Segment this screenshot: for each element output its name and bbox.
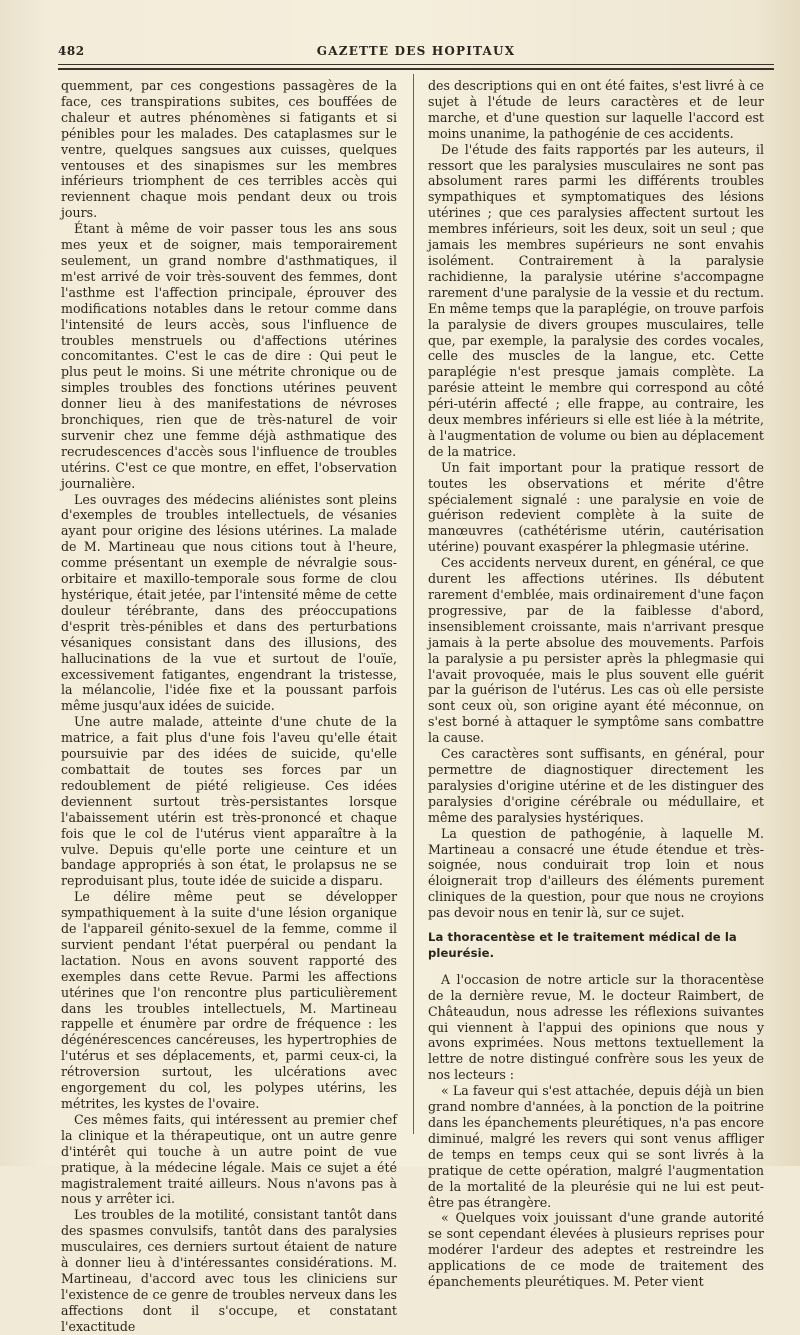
paragraph: Une autre malade, atteinte d'une chute de la matrice, a fait plus d'une fois l'aveu qu'elle était poursuivie par des idées de suicide, qu'elle combattait de toutes ses forces par un redoublement de piété religieuse. Ces idées deviennent surtout très-persistantes lorsque l'abaissement utérin est très-prononcé et chaque fois que le col de l'utérus vient apparaître à la vulve. Depuis qu'elle porte une ceinture et un bandage appropriés à son état, le prolapsus ne se reproduisant plus, toute idée de suicide a disparu.	[61, 714, 397, 889]
left-column	[61, 78, 397, 1335]
page-header	[58, 40, 774, 62]
paragraph: des descriptions qui en ont été faites, s'est livré à ce sujet à l'étude de leurs caractères et de leur marche, et d'une question sur laquelle l'accord est moins unanime, la pathogénie de ces accidents.	[428, 78, 764, 141]
header-rule-thick	[58, 68, 774, 70]
paragraph: Le délire même peut se développer sympathiquement à la suite d'une lésion organique de l'appareil génito-sexuel de la femme, comme il survient pendant l'état puerpéral ou pendant la lactation. Nous en avons souvent rapporté des exemples dans cette Revue. Parmi les affections utérines que l'on rencontre plus particulièrement dans les troubles intellectuels, M. Martineau rappelle et énumère par ordre de fréquence : les dégénérescences cancéreuses, les hypertrophies de l'utérus et ses déplacements, et, parmi ceux-ci, la rétroversion surtout, les ulcérations avec engorgement du col, les polypes utérins, les métrites, les kystes de l'ovaire.	[61, 889, 397, 1111]
paragraph: La question de pathogénie, à laquelle M. Martineau a consacré une étude étendue et très-soignée, nous conduirait trop loin et nous éloignerait trop d'ailleurs des éléments purement cliniques de la question, pour que nous ne croyions pas devoir nous en tenir là, sur ce sujet.	[428, 825, 764, 921]
paragraph: « La faveur qui s'est attachée, depuis déjà un bien grand nombre d'années, à la ponction de la poitrine dans les épanchements pleurétiques, n'a pas encore diminué, malgré les revers qui sont venus affliger de temps en temps ceux qui se sont livrés à la pratique de cette opération, malgré l'augmentation de la mortalité de la pleurésie qui ne lui est peut-être pas étrangère.	[428, 1083, 764, 1210]
paragraph: Un fait important pour la pratique ressort de toutes les observations et mérite d'être spécialement signalé : une paralysie en voie de guérison redevient complète à la suite de manœuvres (cathétérisme utérin, cautérisation utérine) pouvant exaspérer la phlegmasie utérine.	[428, 459, 764, 555]
paragraph: A l'occasion de notre article sur la thoracentèse de la dernière revue, M. le docteur Raimbert, de Châteaudun, nous adresse les réflexions suivantes qui viennent à l'appui des opinions que nous y avons exprimées. Nous mettons textuellement la lettre de notre distingué confrère sous les yeux de nos lecteurs :	[428, 971, 764, 1083]
paragraph: De l'étude des faits rapportés par les auteurs, il ressort que les paralysies musculaires ne sont pas absolument rares parmi les différents troubles sympathiques et symptomatiques des lésions utérines ; que ces paralysies affectent surtout les membres inférieurs, soit les deux, soit un seul ; que jamais les membres supérieurs ne sont envahis isolément. Contrairement à la paralysie rachidienne, la paralysie utérine s'accompagne rarement d'une paralysie de la vessie et du rectum. En même temps que la paraplégie, on trouve parfois la paralysie de divers groupes musculaires, telle que, par exemple, la paralysie des cordes vocales, celle des muscles de la langue, etc. Cette paraplégie n'est presque jamais complète. La parésie atteint le membre qui correspond au côté péri-utérin affecté ; elle frappe, au contraire, les deux membres inférieurs si elle est liée à la métrite, à l'augmentation de volume ou bien au déplacement de la matrice.	[428, 141, 764, 459]
journal-title: GAZETTE DES HOPITAUX	[316, 44, 516, 58]
paragraph: Les troubles de la motilité, consistant tantôt dans des spasmes convulsifs, tantôt dans des paralysies musculaires, ces derniers surtout étaient de nature à donner lieu à d'intéressantes considérations. M. Martineau, d'accord avec tous les cliniciens sur l'existence de ce genre de troubles nerveux dans les affections dont il s'occupe, et constatant l'exactitude	[61, 1207, 397, 1334]
paragraph: Ces caractères sont suffisants, en général, pour permettre de diagnostiquer directement les paralysies d'origine utérine et de les distinguer des paralysies d'origine cérébrale ou médullaire, et même des paralysies hystériques.	[428, 746, 764, 825]
header-rule-thin	[58, 64, 774, 65]
paragraph: quemment, par ces congestions passagères de la face, ces transpirations subites, ces bouffées de chaleur et autres phénomènes si fatigants et si pénibles pour les malades. Des cataplasmes sur le ventre, quelques sangsues aux cuisses, quelques ventouses et des sinapismes sur les membres inférieurs triomphent de ces terribles accès qui reviennent chaque mois pendant deux ou trois jours.	[61, 78, 397, 221]
section-title: La thoracentèse et le traitement médical de la pleurésie.	[428, 930, 737, 960]
paragraph: Étant à même de voir passer tous les ans sous mes yeux et de soigner, mais temporairement seulement, un grand nombre d'asthmatiques, il m'est arrivé de voir très-souvent des femmes, dont l'asthme est l'affection principale, éprouver des modifications notables dans le retour comme dans l'intensité de leurs accès, sous l'influence de troubles menstruels ou d'affections utérines concomitantes. C'est le cas de dire : Qui peut le plus peut le moins. Si une métrite chronique ou de simples troubles des fonctions utérines peuvent donner lieu à des manifestations de névroses bronchiques, rien que de très-naturel de voir survenir chez une femme déjà asthmatique des recrudescences d'accès sous l'influence de troubles utérins. C'est ce que montre, en effet, l'observation journalière.	[61, 221, 397, 491]
paragraph: Ces mêmes faits, qui intéressent au premier chef la clinique et la thérapeutique, ont un autre genre d'intérêt qui touche à un autre point de vue pratique, à la médecine légale. Mais ce sujet a été magistralement traité ailleurs. Nous n'avons pas à nous y arrêter ici.	[61, 1111, 397, 1207]
paragraph: Les ouvrages des médecins aliénistes sont pleins d'exemples de troubles intellectuels, de vésanies ayant pour origine des lésions utérines. La malade de M. Martineau que nous citions tout à l'heure, comme présentant un exemple de névralgie sous-orbitaire et maxillo-temporale sous forme de clou hystérique, était jetée, par l'intensité même de cette douleur térébrante, dans des préoccupations d'esprit très-pénibles et dans des perturbations vésaniques consistant dans des illusions, des hallucinations de la vue et surtout de l'ouïe, excessivement fatigantes, engendrant la tristesse, la mélancolie, l'idée fixe et la poussant parfois même jusqu'aux idées de suicide.	[61, 491, 397, 714]
page-number: 482	[58, 44, 85, 58]
paragraph: Ces accidents nerveux durent, en général, ce que durent les affections utérines. Ils débutent rarement d'emblée, mais ordinairement d'une façon progressive, par de la faiblesse d'abord, insensiblement croissante, mais n'arrivant presque jamais à la perte absolue des mouvements. Parfois la paralysie a pu persister après la phlegmasie qui l'avait provoquée, mais le plus souvent elle guérit par la guérison de l'utérus. Les cas où elle persiste sont ceux où, son origine ayant été méconnue, on s'est borné à attaquer le symptôme sans combattre la cause.	[428, 555, 764, 746]
right-column	[428, 78, 764, 1290]
column-divider	[413, 74, 414, 1134]
paragraph: « Quelques voix jouissant d'une grande autorité se sont cependant élevées à plusieurs reprises pour modérer l'ardeur des adeptes et restreindre les applications de ce mode de traitement des épanchements pleurétiques. M. Peter vient	[428, 1210, 764, 1290]
